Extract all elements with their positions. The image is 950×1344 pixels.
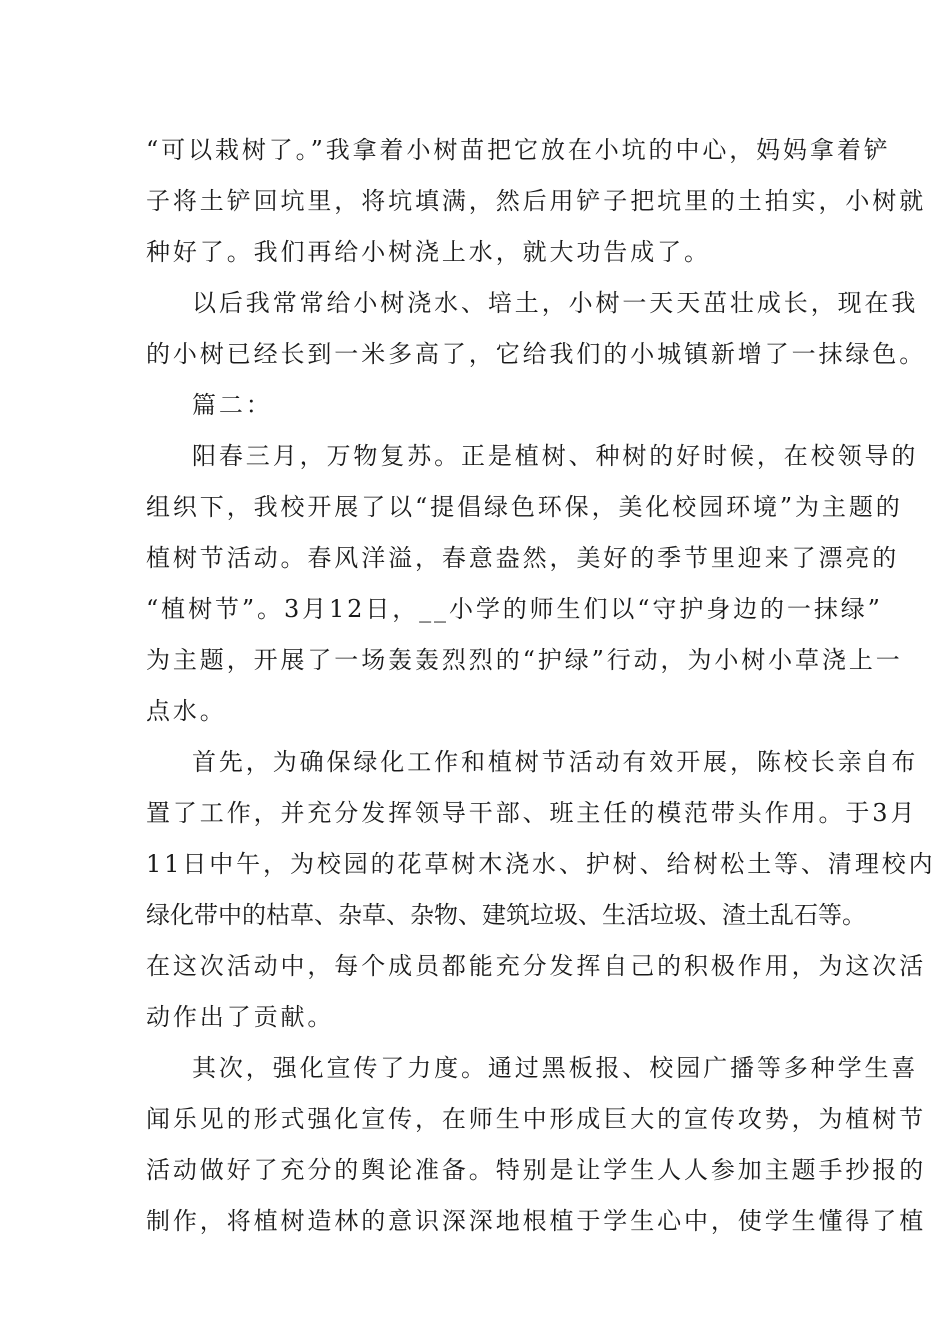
text-line: 点水。 [146,697,227,725]
text-line: 绿化带中的枯草、杂草、杂物、建筑垃圾、生活垃圾、渣土乱石等。 [146,901,866,929]
paragraph-first-line: 以后我常常给小树浇水、培土，小树一天天茁壮成长，现在我 [192,289,919,317]
text-line: “植树节”。3月12日，__小学的师生们以“守护身边的一抹绿” [146,595,883,623]
paragraph-first-line: 阳春三月，万物复苏。正是植树、种树的好时候，在校领导的 [192,442,919,470]
text-line: 11日中午，为校园的花草树木浇水、护树、给树松土等、清理校内 [146,850,936,878]
text-line: 闻乐见的形式强化宣传，在师生中形成巨大的宣传攻势，为植树节 [146,1105,927,1133]
text-line: 为主题，开展了一场轰轰烈烈的“护绿”行动，为小树小草浇上一 [146,646,903,674]
text-line: “可以栽树了。”我拿着小树苗把它放在小坑的中心，妈妈拿着铲 [146,136,891,164]
text-line: 置了工作，并充分发挥领导干部、班主任的模范带头作用。于3月 [146,799,918,827]
text-line: 的小树已经长到一米多高了，它给我们的小城镇新增了一抹绿色。 [146,340,927,368]
paragraph-first-line: 首先，为确保绿化工作和植树节活动有效开展，陈校长亲自布 [192,748,919,776]
text-line: 动作出了贡献。 [146,1003,335,1031]
text-line: 种好了。我们再给小树浇上水，就大功告成了。 [146,238,711,266]
text-line: 活动做好了充分的舆论准备。特别是让学生人人参加主题手抄报的 [146,1156,927,1184]
text-line: 子将土铲回坑里，将坑填满，然后用铲子把坑里的土拍实，小树就 [146,187,927,215]
paragraph-first-line: 其次，强化宣传了力度。通过黑板报、校园广播等多种学生喜 [192,1054,919,1082]
text-line: 组织下，我校开展了以“提倡绿色环保，美化校园环境”为主题的 [146,493,903,521]
text-line: 在这次活动中，每个成员都能充分发挥自己的积极作用，为这次活 [146,952,927,980]
text-line: 制作，将植树造林的意识深深地根植于学生心中，使学生懂得了植 [146,1207,927,1235]
text-line: 植树节活动。春风洋溢，春意盎然，美好的季节里迎来了漂亮的 [146,544,900,572]
section-heading: 篇二： [192,391,273,419]
